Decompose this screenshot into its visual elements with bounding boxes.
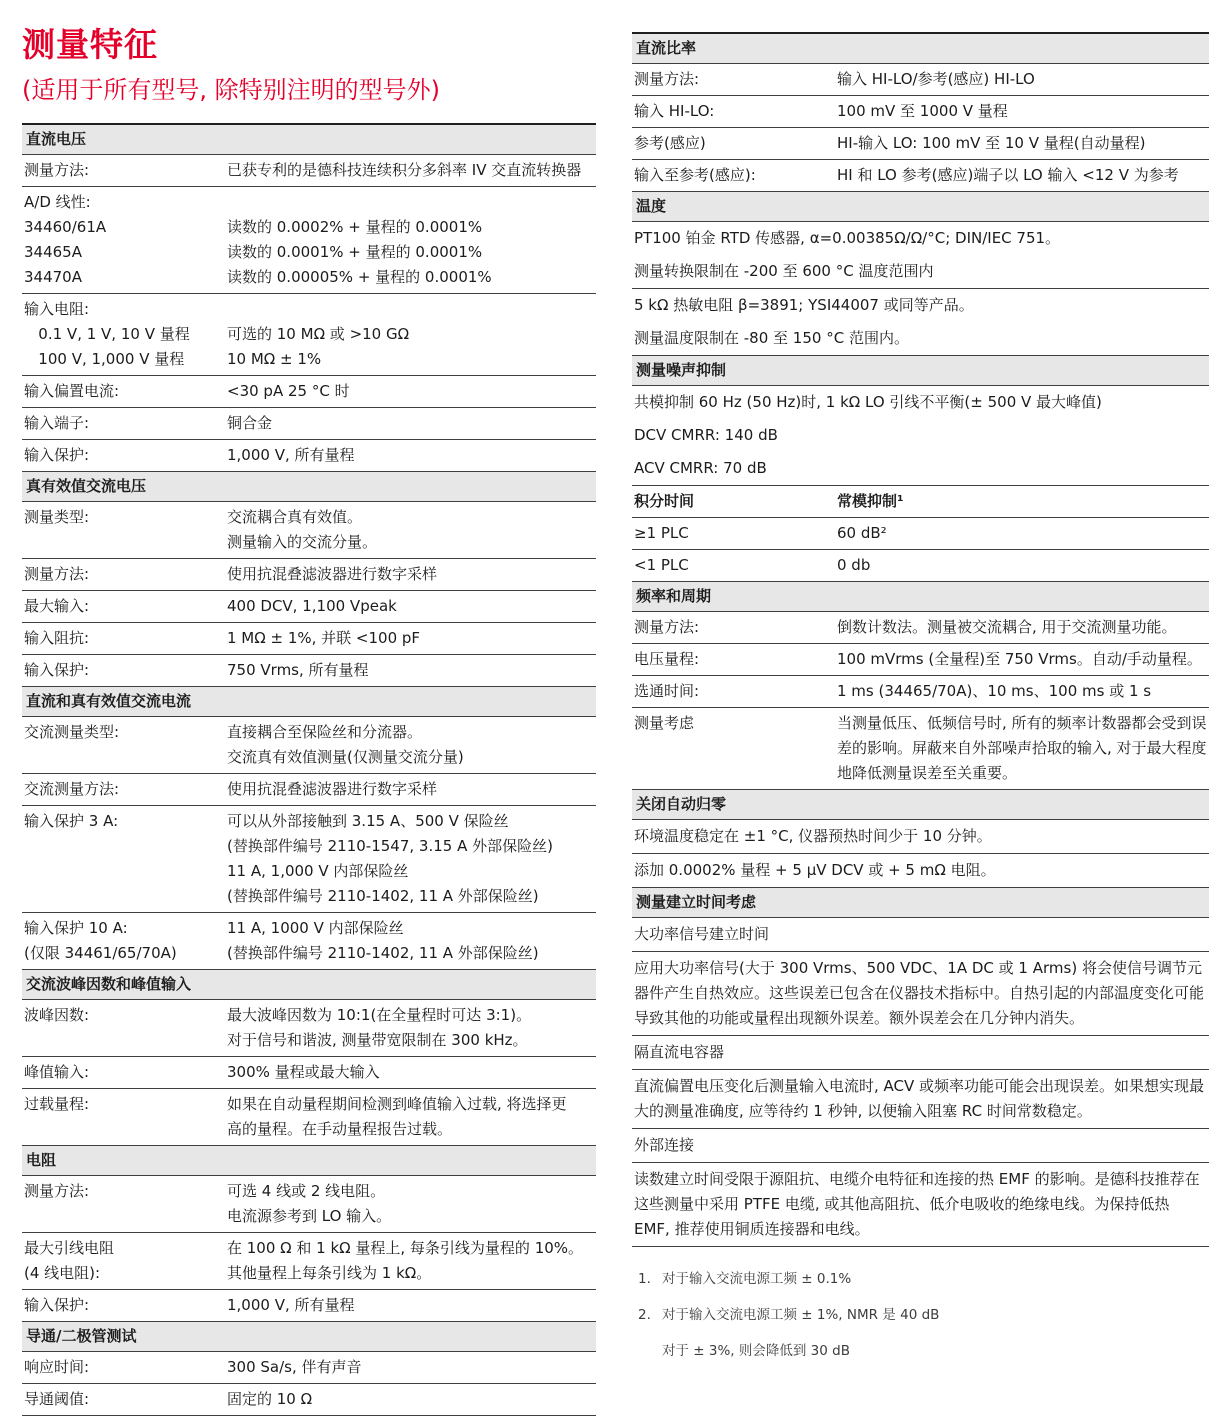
column-right [632,32,1209,1416]
spec-row [632,1129,1209,1163]
value-line: 常模抑制¹ [837,492,904,510]
spec-row [632,708,1209,790]
section-header: 温度 [632,192,1209,222]
row-label [632,679,837,704]
value-line: 输入 HI-LO/参考(感应) HI-LO [837,70,1035,88]
label-line: 测量方法: [634,70,700,88]
value-line: 读数的 0.0002% + 量程的 0.0001% [227,218,483,237]
section-header: 电阻 [22,1146,596,1176]
label-line: ≥1 PLC [634,524,689,542]
full-line: 应用大功率信号(大于 300 Vrms、500 VDC、1A DC 或 1 Arms) 将会使信号调节元器件产生自热效应。这些误差已包含在仪器技术指标中。自热引起的内部温度变化可能导致其他的功能或量程出现额外误差。额外误差会在几分钟内消失。 [634,959,1205,1027]
label-line [24,859,227,884]
row-label [632,521,837,546]
label-line: 测量方法: [24,1182,90,1201]
label-line [24,745,227,770]
section-header: 测量建立时间考虑 [632,888,1209,918]
page-title: 测量特征 [22,25,158,64]
row-label [632,163,837,188]
spec-section [22,1322,596,1416]
row-label [22,443,227,468]
row-value [837,679,1209,704]
spec-section [22,123,596,472]
spec-row [22,1384,596,1416]
row-label [22,562,227,587]
label-line [24,1204,227,1229]
value-line: HI 和 LO 参考(感应)端子以 LO 输入 <12 V 为参考 [837,166,1179,184]
spec-row [632,222,1209,289]
spec-row [632,1163,1209,1247]
row-value [227,411,596,436]
row-value [227,1060,596,1085]
row-value [837,647,1209,672]
label-line: A/D 线性: [24,193,91,212]
label-line: 峰值输入: [24,1063,90,1082]
spec-row [632,854,1209,888]
row-value [837,67,1209,92]
row-value [837,99,1209,124]
value-line: 电流源参考到 LO 输入。 [227,1207,392,1226]
spec-row [632,386,1209,486]
value-line: 100 mV 至 1000 V 量程 [837,102,1008,120]
row-value [227,777,596,802]
full-line: 环境温度稳定在 ±1 °C, 仪器预热时间少于 10 分钟。 [634,827,992,845]
value-line [227,297,596,322]
spec-row [22,655,596,687]
full-line: ACV CMRR: 70 dB [634,459,767,477]
footnote-line: 对于输入交流电源工频 ± 0.1% [662,1271,852,1287]
label-line: 波峰因数: [24,1006,90,1025]
row-label [22,720,227,770]
spec-row [22,913,596,970]
spec-row [632,550,1209,582]
spec-row [632,918,1209,952]
value-line: 300 Sa/s, 伴有声音 [227,1358,362,1377]
label-line: 输入阻抗: [24,629,90,648]
row-value [227,720,596,770]
row-label [632,553,837,578]
spec-row [632,1036,1209,1070]
row-value [227,658,596,683]
value-line [227,190,596,215]
page-subtitle: (适用于所有型号, 除特别注明的型号外) [22,76,440,105]
row-label [22,777,227,802]
row-label [22,379,227,404]
spec-section [632,356,1209,582]
row-value [227,443,596,468]
value-line: (替换部件编号 2110-1402, 11 A 外部保险丝) [227,887,539,906]
label-line: 34470A [24,268,82,287]
row-label [22,1003,227,1053]
row-label [22,158,227,183]
value-line: 使用抗混叠滤波器进行数字采样 [227,780,438,799]
label-line: 测量类型: [24,508,90,527]
row-value [227,594,596,619]
row-value [837,131,1209,156]
spec-section [22,472,596,687]
value-line: HI-输入 LO: 100 mV 至 10 V 量程(自动量程) [837,134,1146,152]
value-line: 当测量低压、低频信号时, 所有的频率计数器都会受到误差的影响。屏蔽来自外部噪声拾取的输入, 对于最大程度地降低测量误差至关重要。 [837,714,1207,782]
spec-row [22,591,596,623]
row-label [22,1236,227,1286]
value-line: 固定的 10 Ω [227,1390,313,1409]
row-value [837,163,1209,188]
spec-section [22,1146,596,1322]
value-line: 交流耦合真有效值。 [227,508,363,527]
spec-section [22,687,596,970]
row-label [632,647,837,672]
full-line: 大功率信号建立时间 [634,925,770,943]
spec-row [22,1290,596,1322]
spec-row [22,376,596,408]
label-line: <1 PLC [634,556,689,574]
row-label [22,916,227,966]
full-line: 测量温度限制在 -80 至 150 °C 范围内。 [634,329,909,347]
spec-row [22,502,596,559]
spec-section [632,192,1209,356]
row-label [22,658,227,683]
spec-row [632,1070,1209,1129]
spec-row [632,160,1209,192]
spec-row [632,952,1209,1036]
row-label [632,131,837,156]
section-header: 直流和真有效值交流电流 [22,687,596,717]
right-spec-tables [632,32,1209,1247]
footnote-text [662,1297,939,1369]
label-line: 输入保护: [24,446,90,465]
footnote-item [638,1297,1209,1369]
value-line: 0 db [837,556,871,574]
label-line: 输入端子: [24,414,90,433]
section-header: 直流电压 [22,123,596,155]
value-line: 读数的 0.0001% + 量程的 0.0001% [227,243,483,262]
value-line: 400 DCV, 1,100 Vpeak [227,597,397,616]
value-line: 11 A, 1,000 V 内部保险丝 [227,862,409,881]
label-line: 最大输入: [24,597,90,616]
row-label [22,505,227,555]
label-line: 导通阈值: [24,1390,90,1409]
spec-row [22,155,596,187]
section-header: 频率和周期 [632,582,1209,612]
label-line: 测量方法: [24,565,90,584]
row-label [22,1293,227,1318]
spec-row [22,408,596,440]
label-line: (4 线电阻): [24,1264,101,1283]
value-line: (替换部件编号 2110-1402, 11 A 外部保险丝) [227,944,539,963]
label-line: 输入保护: [24,1296,90,1315]
row-value [837,553,1209,578]
label-line: 0.1 V, 1 V, 10 V 量程 [24,325,190,344]
row-value [227,1293,596,1318]
spec-row [22,294,596,376]
row-label [632,99,837,124]
value-line: 1 ms (34465/70A)、10 ms、100 ms 或 1 s [837,682,1152,700]
row-value [227,1092,596,1142]
spec-row [22,717,596,774]
full-line: 直流偏置电压变化后测量输入电流时, ACV 或频率功能可能会出现误差。如果想实现最大的测量准确度, 应等待约 1 秒钟, 以便输入阻塞 RC 时间常数稳定。 [634,1077,1205,1120]
row-label [22,809,227,909]
row-value [837,489,1209,514]
label-line: 输入保护 10 A: [24,919,128,938]
section-header: 导通/二极管测试 [22,1322,596,1352]
label-line: 选通时间: [634,682,700,700]
spec-row [22,1057,596,1089]
spec-row [632,64,1209,96]
spec-row [22,623,596,655]
spec-row [632,486,1209,518]
spec-row [632,820,1209,854]
value-line: 1,000 V, 所有量程 [227,1296,355,1315]
value-line: 测量输入的交流分量。 [227,533,378,552]
value-line: 300% 量程或最大输入 [227,1063,380,1082]
spec-section [632,790,1209,888]
value-line: 11 A, 1000 V 内部保险丝 [227,919,404,938]
value-line: 在 100 Ω 和 1 kΩ 量程上, 每条引线为量程的 10%。 [227,1239,584,1258]
label-line: 34465A [24,243,82,262]
label-line [24,834,227,859]
row-value [837,521,1209,546]
full-line: 添加 0.0002% 量程 + 5 μV DCV 或 + 5 mΩ 电阻。 [634,861,996,879]
spec-row [632,289,1209,356]
spec-row [22,774,596,806]
row-value [227,1236,596,1286]
value-line: 如果在自动量程期间检测到峰值输入过载, 将选择更 [227,1095,567,1114]
label-line: 输入保护: [24,661,90,680]
row-value [837,615,1209,640]
row-value [227,158,596,183]
row-label [22,1092,227,1142]
value-line: 直接耦合至保险丝和分流器。 [227,723,423,742]
footnote-line: 对于输入交流电源工频 ± 1%, NMR 是 40 dB [662,1307,940,1323]
footnote-line: 对于 ± 3%, 则会降低到 30 dB [662,1343,850,1359]
label-line: 100 V, 1,000 V 量程 [24,350,185,369]
footnotes [632,1261,1209,1369]
full-line: DCV CMRR: 140 dB [634,426,778,444]
value-line: 已获专利的是德科技连续积分多斜率 IV 交直流转换器 [227,161,582,180]
section-header: 关闭自动归零 [632,790,1209,820]
label-line: 测量方法: [634,618,700,636]
spec-row [22,440,596,472]
label-line: 输入偏置电流: [24,382,120,401]
label-line: 交流测量方法: [24,780,120,799]
label-line: 响应时间: [24,1358,90,1377]
label-line: 最大引线电阻 [24,1239,115,1258]
spec-row [22,1352,596,1384]
label-line [24,1028,227,1053]
row-value [837,711,1209,786]
value-line: <30 pA 25 °C 时 [227,382,350,401]
full-line: 共模抑制 60 Hz (50 Hz)时, 1 kΩ LO 引线不平衡(± 500 V 最大峰值) [634,393,1102,411]
row-label [632,67,837,92]
spec-row [632,128,1209,160]
full-line: PT100 铂金 RTD 传感器, α=0.00385Ω/Ω/°C; DIN/IEC 751。 [634,229,1061,247]
footnote-text [662,1261,851,1297]
section-header: 测量噪声抑制 [632,356,1209,386]
label-line: 输入保护 3 A: [24,812,119,831]
label-line: 积分时间 [634,492,695,510]
value-line: 最大波峰因数为 10:1(在全量程时可达 3:1)。 [227,1006,532,1025]
row-label [632,711,837,786]
value-line: 10 MΩ ± 1% [227,350,322,369]
spec-row [22,1000,596,1057]
label-line: 参考(感应) [634,134,706,152]
row-value [227,916,596,966]
spec-section [632,582,1209,790]
row-value [227,809,596,909]
value-line: 倒数计数法。测量被交流耦合, 用于交流测量功能。 [837,618,1177,636]
spec-row [632,96,1209,128]
spec-row [632,518,1209,550]
spec-row [22,806,596,913]
spec-section [632,888,1209,1247]
full-line: 读数建立时间受限于源阻抗、电缆介电特征和连接的热 EMF 的影响。是德科技推荐在这些测量中采用 PTFE 电缆, 或其他高阻抗、低介电吸收的绝缘电线。为保持低热 EMF, 推荐使用铜质连接器和电线。 [634,1170,1200,1238]
row-label [22,1355,227,1380]
spec-row [22,187,596,294]
row-value [227,379,596,404]
value-line: 750 Vrms, 所有量程 [227,661,369,680]
row-value [227,1387,596,1412]
row-label [632,489,837,514]
row-label [22,1387,227,1412]
spec-section [632,32,1209,192]
row-value [227,297,596,372]
row-value [227,626,596,651]
row-label [22,190,227,290]
value-line: 可选 4 线或 2 线电阻。 [227,1182,386,1201]
label-line: 电压量程: [634,650,700,668]
section-header: 直流比率 [632,32,1209,64]
row-label [22,626,227,651]
row-value [227,1355,596,1380]
value-line: 对于信号和谐波, 测量带宽限制在 300 kHz。 [227,1031,528,1050]
row-label [632,615,837,640]
column-left [22,20,596,1416]
label-line: 输入至参考(感应): [634,166,756,184]
spec-row [632,644,1209,676]
spec-row [22,1233,596,1290]
footnote-number: 1. [638,1271,651,1287]
value-line: 读数的 0.00005% + 量程的 0.0001% [227,268,492,287]
full-line: 隔直流电容器 [634,1043,725,1061]
spec-row [632,676,1209,708]
footnote-item [638,1261,1209,1297]
label-line: (仅限 34461/65/70A) [24,944,177,963]
value-line: (替换部件编号 2110-1547, 3.15 A 外部保险丝) [227,837,553,856]
row-label [22,297,227,372]
footnote-number: 2. [638,1307,651,1323]
value-line: 1,000 V, 所有量程 [227,446,355,465]
full-line: 5 kΩ 热敏电阻 β=3891; YSI44007 或同等产品。 [634,296,974,314]
row-value [227,1179,596,1229]
spec-row [22,1176,596,1233]
value-line: 铜合金 [227,414,273,433]
label-line: 输入 HI-LO: [634,102,715,120]
label-line: 34460/61A [24,218,107,237]
row-label [22,411,227,436]
value-line: 使用抗混叠滤波器进行数字采样 [227,565,438,584]
value-line: 交流真有效值测量(仅测量交流分量) [227,748,464,767]
label-line [24,884,227,909]
spec-row [632,612,1209,644]
left-spec-tables [22,123,596,1416]
row-value [227,505,596,555]
label-line: 交流测量类型: [24,723,120,742]
label-line: 测量方法: [24,161,90,180]
section-header: 交流波峰因数和峰值输入 [22,970,596,1000]
row-value [227,562,596,587]
value-line: 100 mVrms (全量程)至 750 Vrms。自动/手动量程。 [837,650,1202,668]
label-line [24,1117,227,1142]
spec-section [22,970,596,1146]
value-line: 可选的 10 MΩ 或 >10 GΩ [227,325,410,344]
spec-row [22,1089,596,1146]
section-header: 真有效值交流电压 [22,472,596,502]
label-line [24,530,227,555]
full-line: 测量转换限制在 -200 至 600 °C 温度范围内 [634,262,934,280]
full-line: 外部连接 [634,1136,695,1154]
value-line: 高的量程。在手动量程报告过载。 [227,1120,453,1139]
label-line: 测量考虑 [634,714,695,732]
row-label [22,1060,227,1085]
value-line: 可以从外部接触到 3.15 A、500 V 保险丝 [227,812,509,831]
value-line: 1 MΩ ± 1%, 并联 <100 pF [227,629,421,648]
value-line: 60 dB² [837,524,887,542]
spec-row [22,559,596,591]
row-label [22,1179,227,1229]
row-label [22,594,227,619]
row-value [227,190,596,290]
label-line: 过载量程: [24,1095,90,1114]
row-value [227,1003,596,1053]
value-line: 其他量程上每条引线为 1 kΩ。 [227,1264,432,1283]
label-line: 输入电阻: [24,300,90,319]
